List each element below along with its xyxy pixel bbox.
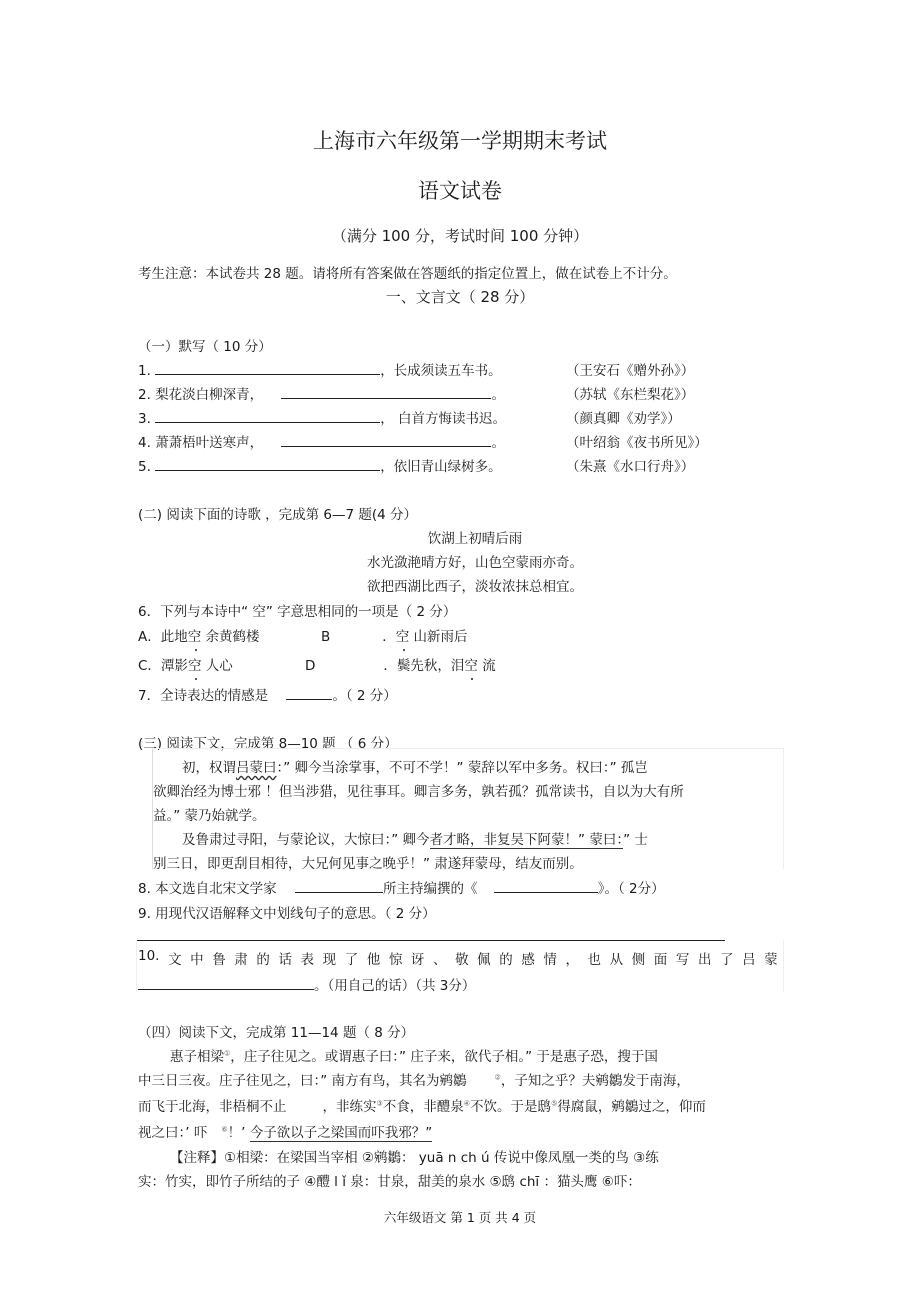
- poem-line-1: 水光潋滟晴方好，山色空蒙雨亦奇。: [367, 555, 583, 571]
- emphasized-char: 空: [187, 629, 202, 645]
- option-text: 流: [477, 658, 496, 674]
- question-6: 6．下列与本诗中“ 空” 字意思相同的一项是（ 2 分）: [138, 604, 457, 620]
- option-label: B: [321, 629, 331, 645]
- passage-text: ，子知之乎？夫鹓鶵发于南海，: [500, 1073, 690, 1089]
- dictation-item-4: [138, 431, 505, 451]
- poem-title: 饮湖上初晴后雨: [427, 531, 523, 547]
- section1-heading: （一）默写（ 10 分）: [138, 339, 272, 355]
- question-8: [138, 877, 665, 897]
- section2-heading: (二) 阅读下面的诗歌 ，完成第 6—7 题(4 分）: [138, 507, 418, 523]
- question-10-char: 也: [587, 952, 602, 968]
- option-label: C．: [138, 658, 161, 674]
- passage4-line-3: [138, 1095, 706, 1115]
- item-text: ，长成须读五车书。: [380, 363, 502, 379]
- emphasized-char: 空: [464, 658, 478, 674]
- dictation-source-1: （王安石《赠外孙》）: [566, 363, 695, 379]
- dictation-item-3: [138, 407, 506, 427]
- passage3-line-3: 益。” 蒙乃始就学。: [153, 808, 266, 824]
- dictation-source-3: （颜真卿《劝学》）: [566, 411, 681, 427]
- question-10-char: 写: [675, 952, 690, 968]
- question-10-char: 佩: [477, 952, 491, 968]
- option-text: ．: [382, 629, 396, 645]
- part-one-heading: 一、文言文（ 28 分）: [385, 288, 535, 306]
- emphasized-char: 空: [187, 658, 202, 674]
- emphasized-char: 空: [395, 629, 410, 645]
- question-10-char: 鲁: [212, 952, 226, 968]
- passage3-line-4: [182, 828, 648, 848]
- passage-text: ！’: [227, 1125, 250, 1141]
- question-10-char: 感: [521, 952, 535, 968]
- passage-text: ” 士: [623, 832, 648, 848]
- question-10-char: 吕: [742, 952, 756, 968]
- option-a[interactable]: [138, 625, 260, 645]
- passage4-line-1: [170, 1045, 658, 1065]
- item-text: ，依旧青山绿树多。: [380, 459, 502, 475]
- item-text: 萧萧梧叶送寒声，: [155, 435, 264, 451]
- question-7: [138, 684, 397, 704]
- exam-subtitle: 语文试卷: [418, 179, 502, 203]
- question-10-char: 中: [190, 952, 204, 968]
- answer-blank[interactable]: [281, 384, 491, 399]
- question-10-char: 面: [653, 952, 668, 968]
- answer-blank[interactable]: [286, 685, 332, 700]
- option-text: 余黄鹤楼: [201, 629, 260, 645]
- footnote-marker: ⑥: [221, 1125, 228, 1134]
- option-text: 山新雨后: [409, 629, 468, 645]
- footnote-marker: ③: [376, 1099, 383, 1108]
- section3-heading: (三) 阅读下文，完成第 8—10 题 （ 6 分）: [138, 736, 398, 752]
- passage4-line-4: [138, 1121, 432, 1141]
- passage-text: 不食，非醴泉: [382, 1099, 464, 1115]
- question-text: 所主持编撰的《: [382, 881, 478, 897]
- question-10-char: 从: [609, 952, 624, 968]
- question-10-char: 讶: [410, 952, 425, 968]
- passage-text: 视之曰：’ 吓: [138, 1125, 208, 1141]
- question-9: 9. 用现代汉语解释文中划线句子的意思。（ 2 分）: [138, 906, 436, 922]
- answer-blank[interactable]: [155, 456, 380, 471]
- dictation-source-2: （苏轼《东栏梨花》）: [566, 387, 695, 403]
- question-10-char: 蒙: [764, 952, 778, 968]
- question-10-char: 惊: [388, 952, 403, 968]
- option-text: 此地: [160, 629, 188, 645]
- question-text: 。（用自己的话）（共 3分）: [314, 978, 476, 994]
- item-number: 1.: [138, 363, 151, 379]
- item-text: ， 白首方悔读书迟。: [380, 411, 506, 427]
- item-number: 3.: [138, 411, 151, 427]
- option-text: 人心: [201, 658, 233, 674]
- answer-blank[interactable]: [155, 408, 380, 423]
- footnote-marker: ⑤: [551, 1099, 558, 1108]
- question-10-char: 敬: [455, 952, 469, 968]
- underlined-text: 者才略，非复吴下阿蒙！” 蒙曰：: [429, 832, 624, 848]
- poem-line-2: 欲把西湖比西子，淡妆浓抹总相宜。: [367, 579, 583, 595]
- footnote-marker: ②: [494, 1073, 501, 1082]
- exam-info: （满分 100 分，考试时间 100 分钟）: [331, 227, 589, 245]
- question-10-char: 情: [543, 952, 557, 968]
- answer-blank[interactable]: [494, 878, 598, 893]
- item-number: 2.: [138, 387, 151, 403]
- option-b[interactable]: [321, 625, 468, 645]
- question-text: 7．全诗表达的情感是: [138, 688, 269, 704]
- question-10-char: 的: [499, 952, 513, 968]
- item-text: 。: [491, 435, 505, 451]
- question-10-char: 他: [366, 952, 381, 968]
- question-10-char: 了: [344, 952, 359, 968]
- dictation-item-5: [138, 455, 502, 475]
- option-d[interactable]: [305, 654, 496, 674]
- answer-blank[interactable]: [138, 975, 314, 990]
- notes-line-1: 【注释】①相梁：在梁国当宰相 ②鹓鶵： yuā n ch ú 传说中像凤凰一类的鸟 ③练: [170, 1150, 659, 1166]
- question-10-char: 肃: [234, 952, 248, 968]
- question-10-char: 的: [256, 952, 270, 968]
- passage4-line-2: [138, 1069, 690, 1089]
- passage3-line-5: 别三日，即更刮目相待，大兄何见事之晚乎！” 肃遂拜蒙母，结友而别。: [153, 856, 583, 872]
- page-footer: 六年级语文 第 1 页 共 4 页: [383, 1210, 537, 1225]
- question-10-char: 10.: [138, 948, 160, 964]
- passage-text: 惠子相梁: [170, 1049, 224, 1065]
- answer-blank[interactable]: [295, 878, 383, 893]
- passage-text: ：” 卿今当涂掌事，不可不学！” 蒙辞以军中多务。权曰：” 孤岂: [276, 760, 648, 776]
- question-10-char: 现: [322, 952, 337, 968]
- passage-text: 不饮。于是鸱: [470, 1099, 552, 1115]
- passage-text: ，庄子往见之。或谓惠子曰：” 庄子来，欲代子相。” 于是惠子恐，搜于国: [230, 1049, 658, 1065]
- question-10-char: ，: [565, 952, 579, 968]
- answer-blank[interactable]: [155, 360, 380, 375]
- question-10-char: 、: [433, 952, 447, 968]
- question-10-char: 表: [300, 952, 315, 968]
- option-c[interactable]: [138, 654, 233, 674]
- question-10-char: 话: [278, 952, 292, 968]
- footnote-marker: ①: [224, 1049, 231, 1058]
- exam-title: 上海市六年级第一学期期末考试: [313, 129, 607, 153]
- notes-line-2: 实：竹实，即竹子所结的子 ④醴 l ǐ 泉：甘泉，甜美的泉水 ⑤鸱 chī ：猫头鹰 ⑥吓：: [138, 1174, 641, 1190]
- exam-notice: 考生注意：本试卷共 28 题。请将所有答案做在答题纸的指定位置上，做在试卷上不计分。: [138, 266, 677, 282]
- passage-text: 及鲁肃过寻阳，与蒙论议，大惊曰：” 卿今: [182, 832, 430, 848]
- underlined-text: 吕蒙曰: [236, 760, 277, 776]
- option-label: D: [305, 658, 316, 674]
- dictation-source-5: （朱熹《水口行舟》）: [566, 459, 695, 475]
- passage3-line-2: 欲卿治经为博士邪 ！但当涉猎，见往事耳。卿言多务，孰若孤？孤常读书，自以为大有所: [153, 784, 684, 800]
- question-10-char: 出: [697, 952, 712, 968]
- passage-text: 而飞于北海，非梧桐不止: [138, 1099, 287, 1115]
- answer-blank[interactable]: [281, 432, 491, 447]
- section4-heading: （四）阅读下文，完成第 11—14 题（ 8 分）: [138, 1025, 415, 1041]
- dictation-item-1: [138, 359, 502, 379]
- question-text: 》。（ 2分）: [597, 881, 665, 897]
- option-label: A．: [138, 629, 161, 645]
- option-text: 潭影: [160, 658, 188, 674]
- item-number: 5.: [138, 459, 151, 475]
- question-text: 8. 本文选自北宋文学家: [138, 881, 277, 897]
- item-text: 梨花淡白柳深青，: [155, 387, 264, 403]
- question-10-line-2: [138, 974, 475, 994]
- footnote-marker: ④: [463, 1099, 471, 1108]
- item-text: 。: [491, 387, 505, 403]
- question-10-char: 侧: [631, 952, 646, 968]
- passage3-line-1: [182, 756, 648, 776]
- item-number: 4.: [138, 435, 151, 451]
- passage-text: ，非练实: [322, 1099, 377, 1115]
- option-text: ．鬓先秋，泪: [383, 658, 465, 674]
- passage-text: 中三日三夜。庄子往见之，曰：” 南方有鸟，其名为鹓鶵: [138, 1073, 467, 1089]
- question-10-char: 了: [720, 952, 734, 968]
- underlined-text: 今子欲以子之梁国而吓我邪？”: [249, 1125, 433, 1141]
- question-10-text: [138, 948, 778, 968]
- question-text: 。（ 2 分）: [332, 688, 397, 704]
- dictation-source-4: （叶绍翁《夜书所见》）: [566, 435, 708, 451]
- question-10-char: 文: [168, 952, 182, 968]
- question-10: [138, 948, 778, 968]
- dictation-item-2: [138, 383, 505, 403]
- passage-text: 初，权谓: [182, 760, 236, 776]
- passage-text: 得腐鼠，鹓鶵过之，仰而: [557, 1099, 706, 1115]
